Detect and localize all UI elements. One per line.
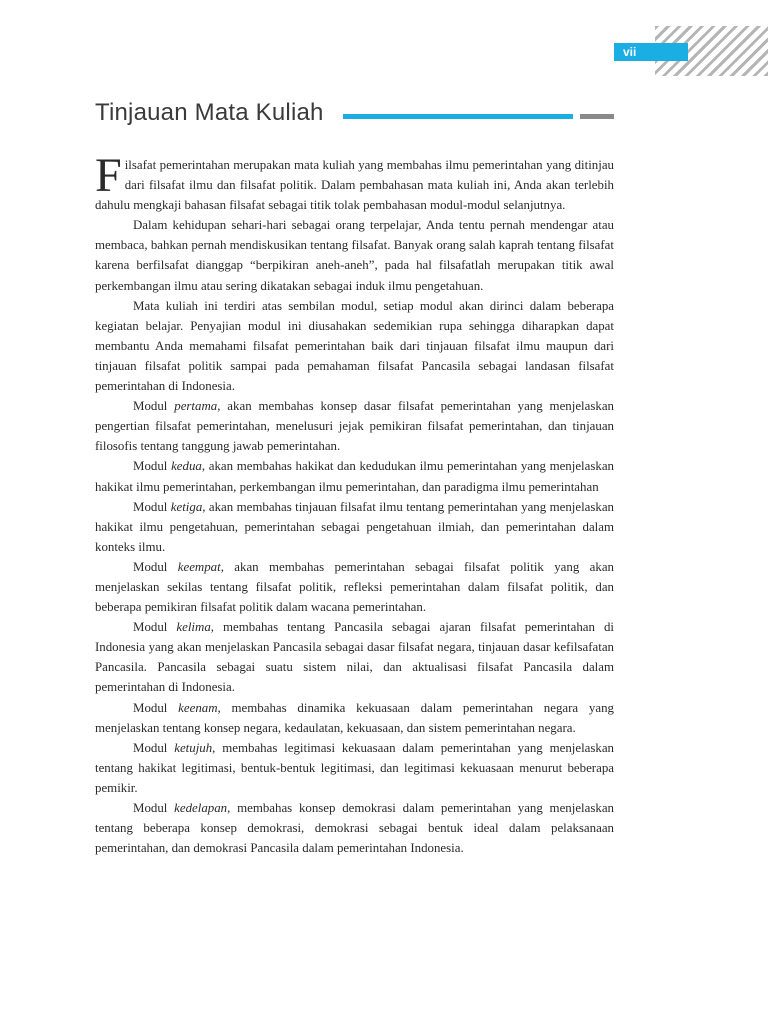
module-description: , membahas dinamika kekuasaan dalam pemerintahan negara yang menjelaskan tentang konsep negara, kedaulatan, kekuasaan, dan sistem pemerintahan negara. <box>95 700 614 735</box>
module-paragraph <box>95 698 614 738</box>
module-prefix: Modul <box>133 620 177 635</box>
module-prefix: Modul <box>133 801 175 815</box>
module-ordinal: ketiga <box>170 499 203 514</box>
module-ordinal: keempat <box>177 559 221 574</box>
page-title: Tinjauan Mata Kuliah <box>95 99 324 126</box>
module-description: , akan membahas tinjauan filsafat ilmu tentang pemerintahan yang menjelaskan hakikat ilmu pengetahuan, pemerintahan sebagai pengetahuan ilmiah, dan pemerintahan dalam konteks ilmu. <box>95 499 614 554</box>
module-prefix: Modul <box>133 499 171 514</box>
module-ordinal: kelima <box>176 620 211 635</box>
module-description: , akan membahas konsep dasar filsafat pemerintahan yang menjelaskan pengertian filsafat pemerintahan, menelusuri jejak pemikiran filsafat pemerintahan, dan tinjauan filosofis tentang tanggung jawab pemerintahan. <box>95 399 614 454</box>
module-ordinal: ketujuh <box>174 740 213 755</box>
module-prefix: Modul <box>133 700 179 715</box>
title-accent-bar <box>343 114 573 119</box>
title-row <box>95 96 615 130</box>
module-description: , akan membahas hakikat dan kedudukan ilmu pemerintahan yang menjelaskan hakikat ilmu pemerintahan, perkembangan ilmu pemerintahan, dan paradigma ilmu pemerintahan <box>95 459 614 494</box>
paragraph: Dalam kehidupan sehari-hari sebagai orang terpelajar, Anda tentu pernah mendengar atau membaca, bahkan pernah mendiskusikan tentang filsafat. Banyak orang salah kaprah tentang filsafat karena berfilsafat dianggap “berpikiran aneh-aneh”, pada hal filsafatlah merupakan titik awal perkembangan ilmu atau sering dikatakan sebagai induk ilmu pengetahuan. <box>95 218 614 293</box>
module-paragraph <box>95 798 614 858</box>
module-paragraph <box>95 456 614 496</box>
module-paragraph <box>95 497 614 557</box>
module-prefix: Modul <box>133 459 172 474</box>
module-ordinal: kedelapan <box>174 801 228 815</box>
intro-text: ilsafat pemerintahan merupakan mata kuliah yang membahas ilmu pemerintahan yang ditinjau dari filsafat ilmu dan filsafat politik. Dalam pembahasan mata kuliah ini, Anda akan terlebih dahulu mengkaji bahasan filsafat sebagai titik tolak pembahasan modul-modul selanjutnya. <box>95 158 614 213</box>
page-number: vii <box>614 43 688 61</box>
module-paragraph <box>95 617 614 697</box>
body-text <box>95 149 614 858</box>
module-description: , membahas tentang Pancasila sebagai ajaran filsafat pemerintahan di Indonesia yang akan menjelaskan Pancasila sebagai dasar filsafat negara, tinjauan dasar kefilsafatan Pancasila. Pancasila sebagai suatu sistem nilai, dan aktualisasi filsafat Pancasila dalam pemerintahan di Indonesia. <box>95 620 614 695</box>
module-prefix: Modul <box>133 399 175 414</box>
title-accent-bar-gray <box>580 114 614 119</box>
module-ordinal: pertama <box>174 399 218 414</box>
module-description: , membahas legitimasi kekuasaan dalam pemerintahan yang menjelaskan tentang hakikat legitimasi, bentuk-bentuk legitimasi, dan legitimasi kekuasaan menurut beberapa pemikir. <box>95 740 614 795</box>
intro-paragraph <box>95 149 614 215</box>
module-paragraph <box>95 396 614 456</box>
module-ordinal: kedua <box>171 459 202 474</box>
paragraph: Mata kuliah ini terdiri atas sembilan modul, setiap modul akan dirinci dalam beberapa kegiatan belajar. Penyajian modul ini diusahakan sedemikian rupa sehingga diharapkan dapat membantu Anda memahami filsafat pemerintahan baik dari tinjauan filsafat ilmu maupun dari tinjauan filsafat politik sampai pada pemahaman filsafat Pancasila sebagai landasan filsafat pemerintahan di Indonesia. <box>95 298 614 394</box>
module-prefix: Modul <box>133 559 178 574</box>
module-paragraph <box>95 738 614 798</box>
module-paragraph <box>95 557 614 617</box>
module-prefix: Modul <box>133 740 175 755</box>
module-ordinal: keenam <box>178 700 218 715</box>
drop-cap: F <box>95 149 122 202</box>
module-description: , akan membahas pemerintahan sebagai filsafat politik yang akan menjelaskan sekilas tentang filsafat politik, refleksi pemerintahan dalam filsafat politik, dan beberapa pemikiran filsafat politik dalam wacana pemerintahan. <box>95 559 614 615</box>
module-description: , membahas konsep demokrasi dalam pemerintahan yang menjelaskan tentang beberapa konsep demokrasi, demokrasi sebagai bentuk ideal dalam pelaksanaan pemerintahan, dan demokrasi Pancasila dalam pemerintahan Indonesia. <box>95 801 614 856</box>
